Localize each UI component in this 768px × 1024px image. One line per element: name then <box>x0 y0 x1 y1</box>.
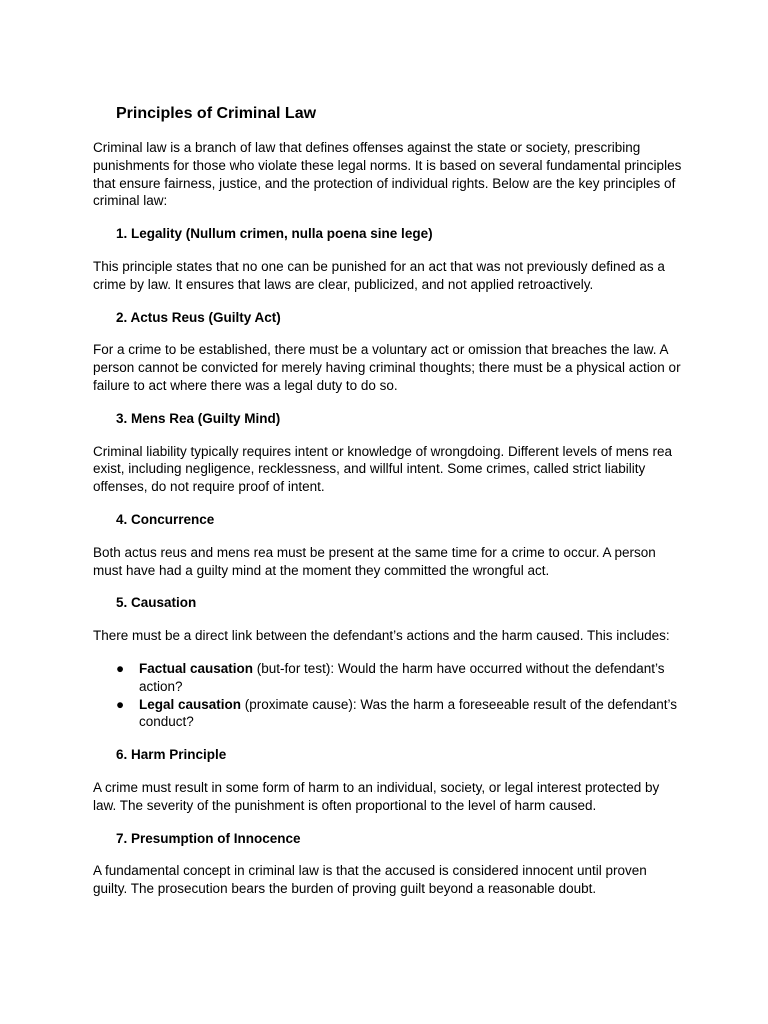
section-heading: 1. Legality (Nullum crimen, nulla poena sine lege) <box>116 226 433 242</box>
bullet-text: (but-for test): Would the harm have occurred without the defendant’s action? <box>139 660 665 694</box>
list-item <box>93 660 683 696</box>
section-mens-rea <box>93 410 683 496</box>
bullet-icon: ● <box>116 660 125 676</box>
causation-bullet-list <box>93 660 683 731</box>
section-body: Criminal liability typically requires intent or knowledge of wrongdoing. Different levels of mens rea exist, including negligence, recklessness, and willful intent. Some crimes, called strict liability offenses, do not require proof of intent. <box>93 443 673 495</box>
section-heading: 5. Causation <box>116 595 197 611</box>
bullet-term: Legal causation <box>139 696 242 712</box>
section-body: A crime must result in some form of harm to an individual, society, or legal interest protected by law. The severity of the punishment is often proportional to the level of harm caused. <box>93 779 660 813</box>
section-heading: 3. Mens Rea (Guilty Mind) <box>116 410 281 426</box>
section-body: There must be a direct link between the defendant’s actions and the harm caused. This includes: <box>93 628 670 644</box>
document-title: Principles of Criminal Law <box>116 105 317 122</box>
section-actus-reus <box>93 309 683 395</box>
bullet-text: (proximate cause): Was the harm a foreseeable result of the defendant’s conduct? <box>139 696 678 730</box>
intro-paragraph: Criminal law is a branch of law that defines offenses against the state or society, prescribing punishments for those who violate these legal norms. It is based on several fundamental principles that ensure fairness, justice, and the protection of individual rights. Below are the key principles of criminal law: <box>93 140 682 209</box>
section-heading: 6. Harm Principle <box>116 747 227 763</box>
section-concurrence <box>93 511 683 579</box>
document-content <box>93 103 683 913</box>
list-item <box>93 696 683 732</box>
section-body: This principle states that no one can be punished for an act that was not previously defined as a crime by law. It ensures that laws are clear, publicized, and not applied retroactively. <box>93 258 665 292</box>
section-legality <box>93 225 683 293</box>
section-body: Both actus reus and mens rea must be present at the same time for a crime to occur. A person must have had a guilty mind at the moment they committed the wrongful act. <box>93 544 656 578</box>
bullet-icon: ● <box>116 696 125 712</box>
section-body: For a crime to be established, there must be a voluntary act or omission that breaches the law. A person cannot be convicted for merely having criminal thoughts; there must be a physical action or failure to act where there was a legal duty to do so. <box>93 342 681 393</box>
section-heading: 4. Concurrence <box>116 511 215 527</box>
section-causation <box>93 594 683 731</box>
section-heading: 2. Actus Reus (Guilty Act) <box>116 309 281 325</box>
section-presumption-of-innocence <box>93 830 683 898</box>
section-harm-principle <box>93 746 683 814</box>
section-heading: 7. Presumption of Innocence <box>116 830 301 846</box>
bullet-term: Factual causation <box>139 660 254 676</box>
section-body: A fundamental concept in criminal law is that the accused is considered innocent until proven guilty. The prosecution bears the burden of proving guilt beyond a reasonable doubt. <box>93 863 647 897</box>
